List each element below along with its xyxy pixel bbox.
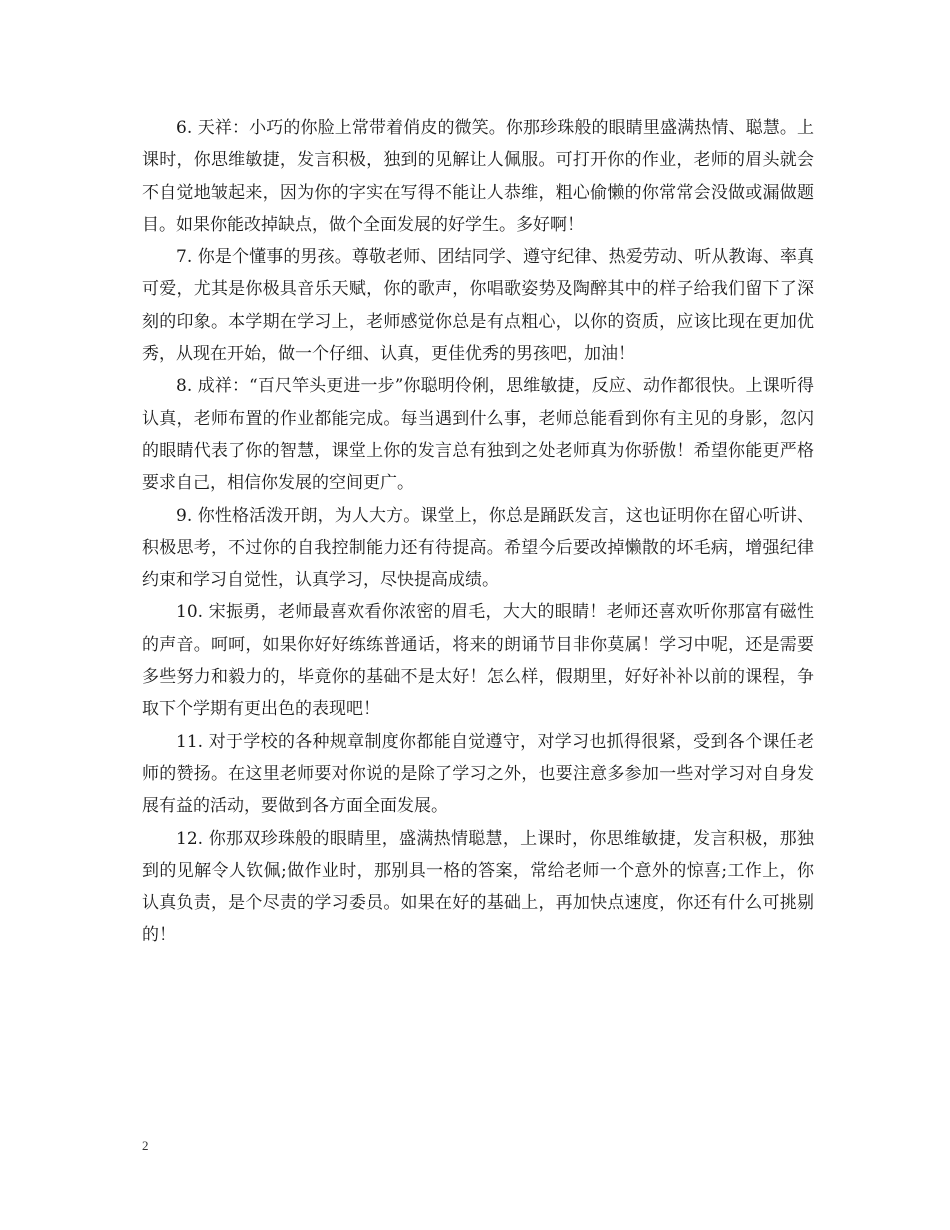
page-number: 2 (142, 1138, 149, 1153)
document-body (142, 112, 814, 952)
comment-paragraph-9: 9. 你性格活泼开朗，为人大方。课堂上，你总是踊跃发言，这也证明你在留心听讲、积极思考，不过你的自我控制能力还有待提高。希望今后要改掉懒散的坏毛病，增强纪律约束和学习自觉性，认真学习，尽快提高成绩。 (142, 505, 814, 591)
comment-paragraph-7: 7. 你是个懂事的男孩。尊敬老师、团结同学、遵守纪律、热爱劳动、听从教诲、率真可爱，尤其是你极具音乐天赋，你的歌声，你唱歌姿势及陶醉其中的样子给我们留下了深刻的印象。本学期在学习上，老师感觉你总是有点粗心，以你的资质，应该比现在更加优秀，从现在开始，做一个仔细、认真，更佳优秀的男孩吧，加油！ (142, 247, 814, 365)
comment-paragraph-11: 11. 对于学校的各种规章制度你都能自觉遵守，对学习也抓得很紧，受到各个课任老师的赞扬。在这里老师要对你说的是除了学习之外，也要注意多参加一些对学习对自身发展有益的活动，要做到各方面全面发展。 (142, 731, 814, 817)
comment-paragraph-8: 8. 成祥：“百尺竿头更进一步”你聪明伶俐，思维敏捷，反应、动作都很快。上课听得认真，老师布置的作业都能完成。每当遇到什么事，老师总能看到你有主见的身影，忽闪的眼睛代表了你的智慧，课堂上你的发言总有独到之处老师真为你骄傲！希望你能更严格要求自己，相信你发展的空间更广。 (142, 376, 814, 494)
comment-paragraph-6: 6. 天祥：小巧的你脸上常带着俏皮的微笑。你那珍珠般的眼睛里盛满热情、聪慧。上课时，你思维敏捷，发言积极，独到的见解让人佩服。可打开你的作业，老师的眉头就会不自觉地皱起来，因为你的字实在写得不能让人恭维，粗心偷懒的你常常会没做或漏做题目。如果你能改掉缺点，做个全面发展的好学生。多好啊！ (142, 118, 814, 235)
comment-paragraph-12: 12. 你那双珍珠般的眼睛里，盛满热情聪慧，上课时，你思维敏捷，发言积极，那独到的见解令人钦佩;做作业时，那别具一格的答案，常给老师一个意外的惊喜;工作上，你认真负责，是个尽责的学习委员。如果在好的基础上，再加快点速度，你还有什么可挑剔的！ (142, 828, 814, 946)
comment-paragraph-10: 10. 宋振勇，老师最喜欢看你浓密的眉毛，大大的眼睛！老师还喜欢听你那富有磁性的声音。呵呵，如果你好好练练普通话，将来的朗诵节目非你莫属！学习中呢，还是需要多些努力和毅力的，毕竟你的基础不是太好！怎么样，假期里，好好补补以前的课程，争取下个学期有更出色的表现吧！ (142, 602, 814, 720)
